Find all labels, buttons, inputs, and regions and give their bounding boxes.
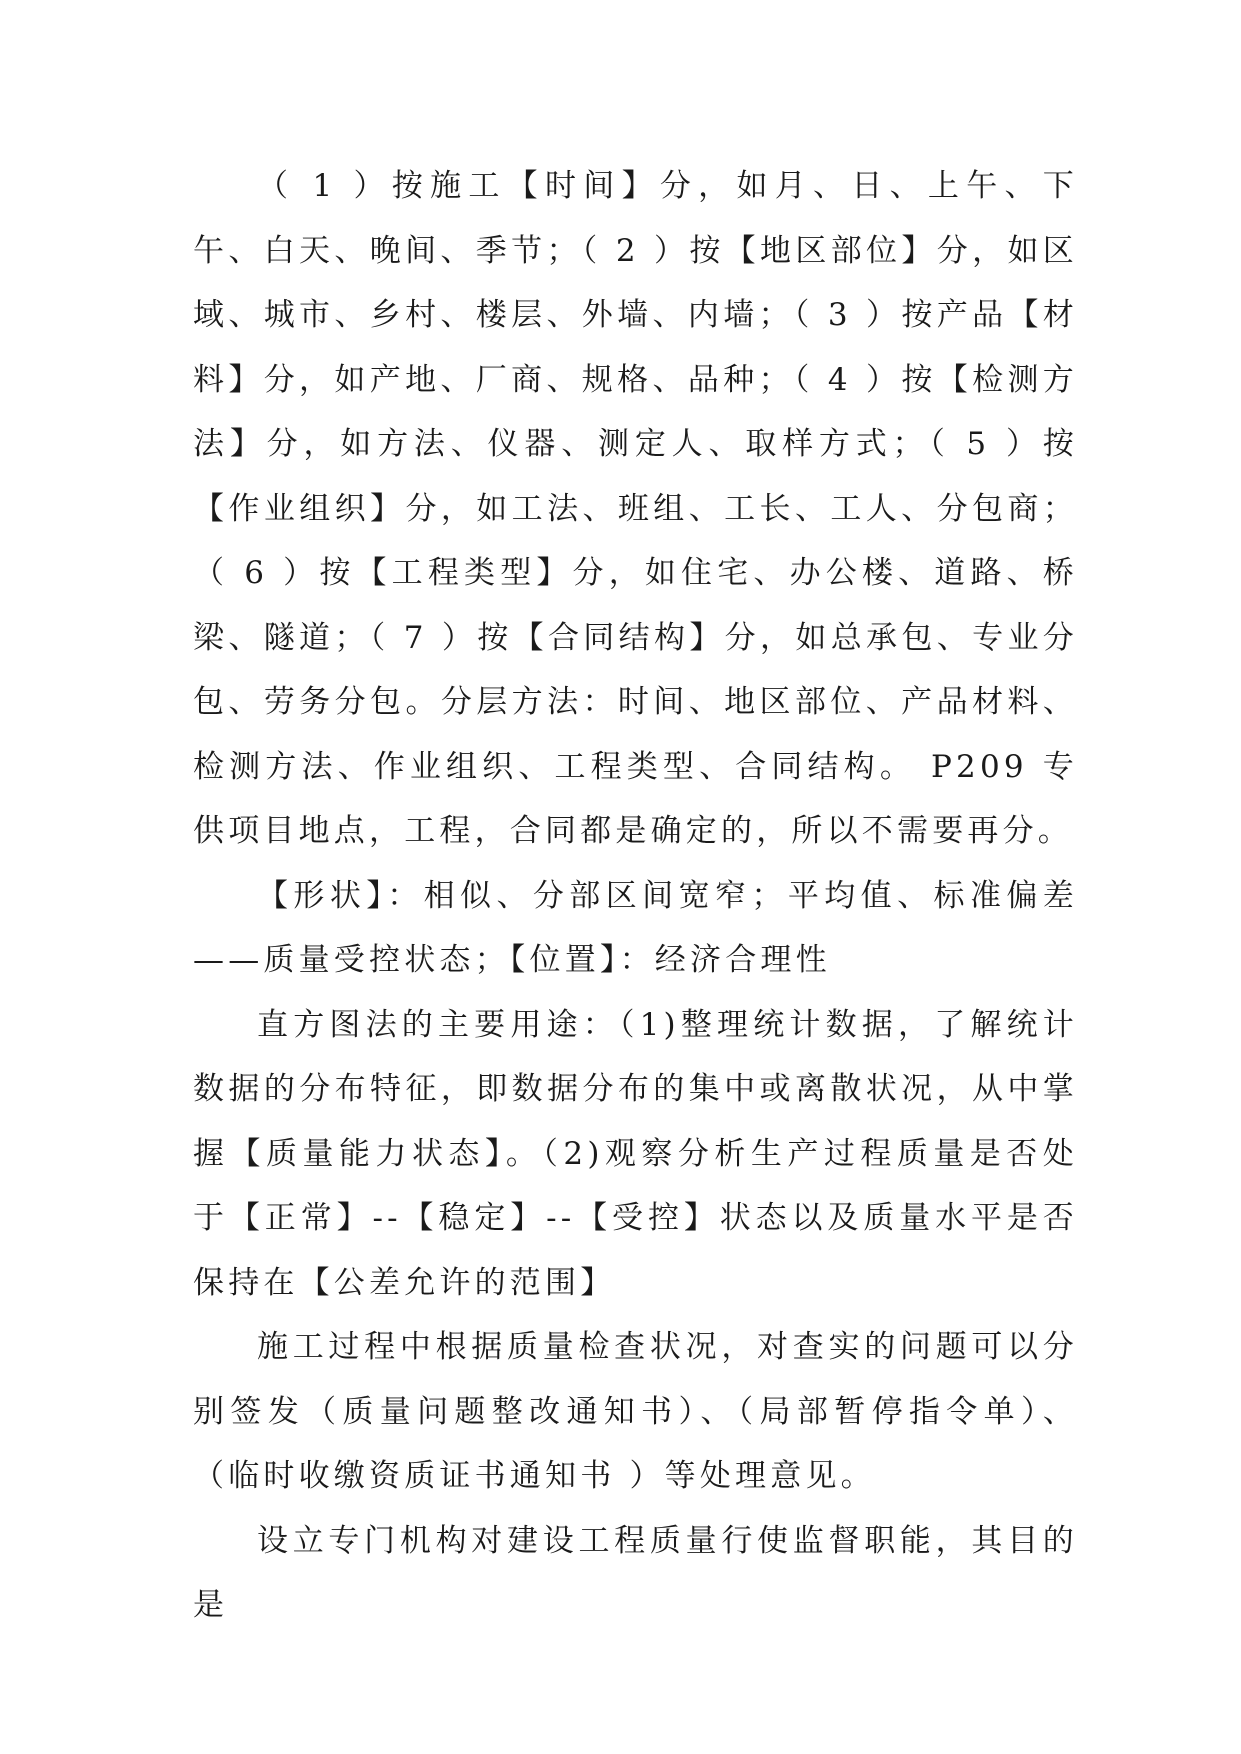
paragraph-shape-position: 【形状】：相似、分部区间宽窄；平均值、标准偏差——质量受控状态；【位置】：经济合理性 [193, 877, 1078, 978]
document-body [193, 154, 1078, 1638]
paragraph-supervision: 设立专门机构对建设工程质量行使监督职能，其目的是 [193, 1522, 1078, 1623]
paragraph-quality-notices: 施工过程中根据质量检查状况，对查实的问题可以分别签发（质量问题整改通知书）、（局部暂停指令单）、（临时收缴资质证书通知书 ）等处理意见。 [193, 1329, 1078, 1494]
paragraph-histogram-uses: 直方图法的主要用途：（1)整理统计数据，了解统计数据的分布特征，即数据分布的集中或离散状况，从中掌握【质量能力状态】。（2)观察分析生产过程质量是否处于【正常】--【稳定】--【受控】状态以及质量水平是否保持在【公差允许的范围】 [193, 1006, 1078, 1301]
paragraph-stratification: （ 1 ）按施工【时间】分，如月、日、上午、下午、白天、晚间、季节；（ 2 ）按【地区部位】分，如区域、城市、乡村、楼层、外墙、内墙；（ 3 ）按产品【材料】分，如产地、厂商、规格、品种；（ 4 ）按【检测方法】分，如方法、仪器、测定人、取样方式；（ 5 ）按【作业组织】分，如工法、班组、工长、工人、分包商；（ 6 ）按【工程类型】分，如住宅、办公楼、道路、桥梁、隧道；（ 7 ）按【合同结构】分，如总承包、专业分包、劳务分包。分层方法：时间、地区部位、产品材料、检测方法、作业组织、工程类型、合同结构。 P209 专供项目地点，工程，合同都是确定的，所以不需要再分。 [193, 168, 1078, 849]
